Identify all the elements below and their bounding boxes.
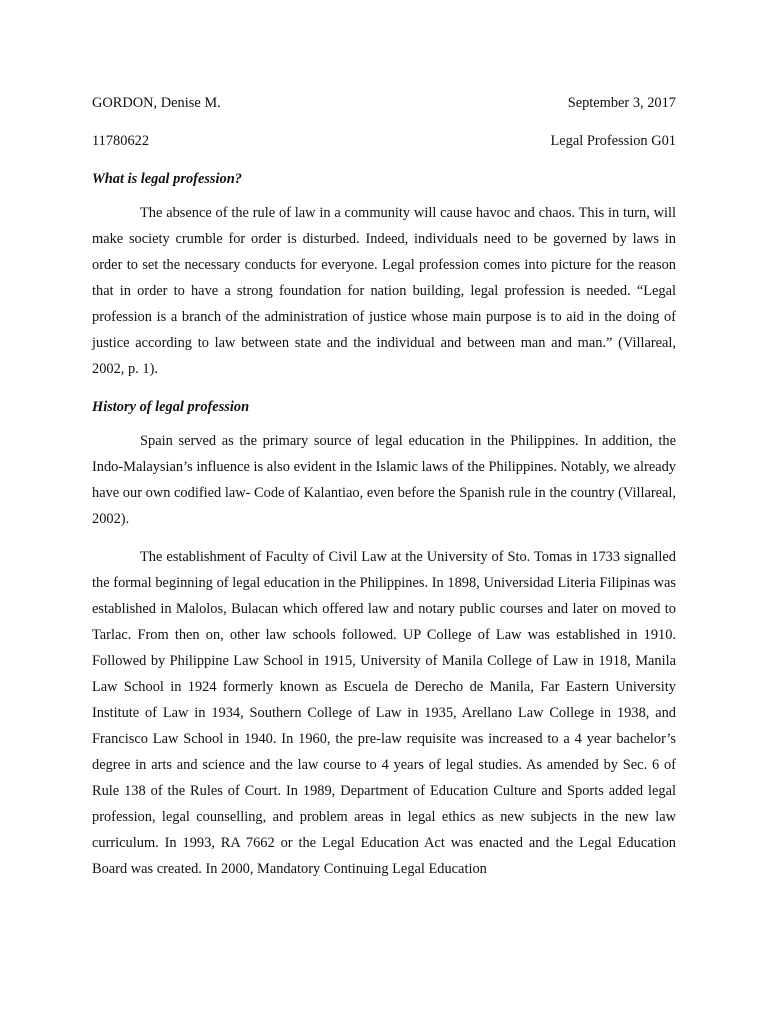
author-name: GORDON, Denise M. — [92, 95, 221, 111]
course-name: Legal Profession G01 — [550, 133, 676, 149]
student-id: 11780622 — [92, 133, 150, 149]
section-heading-what-is: What is legal profession? — [92, 171, 242, 187]
header-row-1 — [92, 90, 676, 116]
paragraph-definition: The absence of the rule of law in a community will cause havoc and chaos. This in turn, will make society crumble for order is disturbed. Indeed, individuals need to be governed by laws in order to set the necessary conducts for everyone. Legal profession comes into picture for the reason that in order to have a strong foundation for nation building, legal profession is needed. “Legal profession is a branch of the administration of justice whose main purpose is to aid in the doing of justice according to law between state and the individual and between man and man.” (Villareal, 2002, p. 1). — [92, 205, 676, 377]
header-row-2 — [92, 128, 676, 154]
section-heading-history: History of legal profession — [92, 399, 250, 415]
paragraph-history-schools: The establishment of Faculty of Civil Law at the University of Sto. Tomas in 1733 signalled the formal beginning of legal education in the Philippines. In 1898, Universidad Literia Filipinas was established in Malolos, Bulacan which offered law and notary public courses and later on moved to Tarlac. From then on, other law schools followed. UP College of Law was established in 1910. Followed by Philippine Law School in 1915, University of Manila College of Law in 1918, Manila Law School in 1924 formerly known as Escuela de Derecho de Manila, Far Eastern University Institute of Law in 1934, Southern College of Law in 1935, Arellano Law College in 1938, and Francisco Law School in 1940. In 1960, the pre-law requisite was increased to a 4 year bachelor’s degree in arts and science and the law course to 4 years of legal studies. As amended by Sec. 6 of Rule 138 of the Rules of Court. In 1989, Department of Education Culture and Sports added legal profession, legal counselling, and problem areas in legal ethics as new subjects in the new law curriculum. In 1993, RA 7662 or the Legal Education Act was enacted and the Legal Education Board was created. In 2000, Mandatory Continuing Legal Education — [92, 549, 676, 877]
document-date: September 3, 2017 — [567, 95, 676, 111]
paragraph-history-spain: Spain served as the primary source of legal education in the Philippines. In addition, the Indo-Malaysian’s influence is also evident in the Islamic laws of the Philippines. Notably, we already have our own codified law- Code of Kalantiao, even before the Spanish rule in the country (Villareal, 2002). — [92, 433, 676, 527]
document-page — [92, 90, 676, 882]
